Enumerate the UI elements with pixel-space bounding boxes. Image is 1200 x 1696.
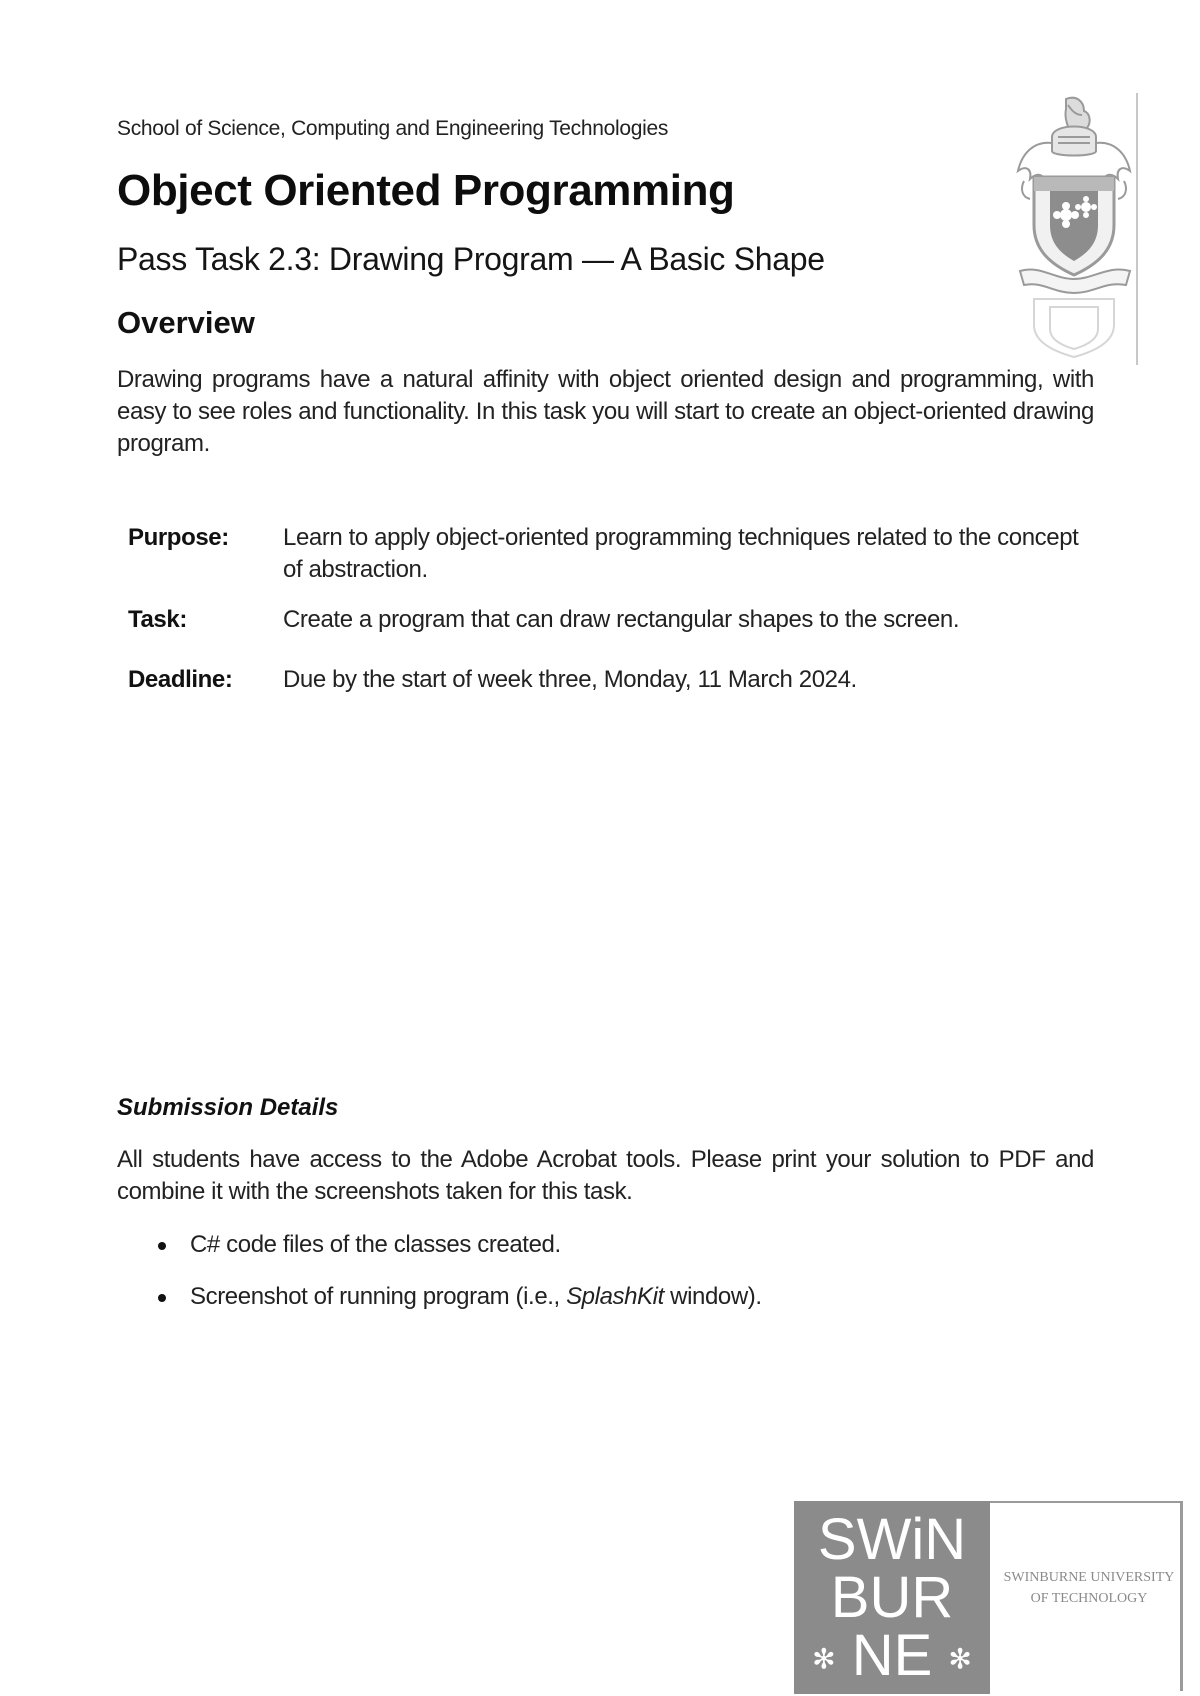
purpose-row [128,522,1095,604]
bullet-icon [158,1242,166,1250]
course-title: Object Oriented Programming [117,166,735,215]
star-icon: ✻ [948,1643,972,1675]
logo-ne-text: NE [851,1623,933,1688]
overview-text: Drawing programs have a natural affinity with object oriented design and programming, with easy to see roles and functionality. In this task you will start to create an object-oriented drawing program. [117,366,1094,457]
overview-heading: Overview [117,305,255,340]
logo-block [794,1501,990,1694]
bullet-text-prefix: Screenshot of running program (i.e., [190,1283,567,1310]
university-crest-icon [1010,93,1140,365]
task-label: Task: [128,606,187,633]
logo-wordmark-line-1: SWiN [817,1507,967,1572]
bullet-text-italic: SplashKit [566,1283,664,1310]
task-title: Pass Task 2.3: Drawing Program — A Basic Shape [117,241,825,277]
logo-caption-line-2: OF TECHNOLOGY [1030,1591,1148,1606]
swinburne-logo [794,1501,1184,1694]
submission-heading: Submission Details [117,1094,339,1121]
bullet-text: C# code files of the classes created. [190,1231,561,1258]
task-info-table [128,522,1095,696]
purpose-label: Purpose: [128,524,229,551]
bullet-text-suffix: window). [663,1283,762,1310]
logo-caption [1003,1567,1175,1609]
task-row [128,604,1095,664]
list-item [153,1281,762,1313]
deadline-value: Due by the start of week three, Monday, 11 March 2024. [283,666,857,693]
deadline-row [128,664,1095,696]
school-name: School of Science, Computing and Engineering Technologies [117,117,669,140]
bullet-icon [158,1294,166,1302]
logo-wordmark-line-2: BUR [830,1565,954,1630]
submission-text: All students have access to the Adobe Acrobat tools. Please print your solution to PDF and combine it with the screenshots taken for this task. [117,1146,1094,1205]
logo-caption-line-1: SWINBURNE UNIVERSITY [1003,1570,1175,1585]
deadline-label: Deadline: [128,666,233,693]
list-item [153,1229,762,1261]
submission-list [153,1229,762,1333]
purpose-value: Learn to apply object-oriented programming techniques related to the concept of abstraction. [283,524,1079,583]
star-icon: ✻ [812,1643,836,1675]
logo-wordmark-line-3 [794,1623,990,1689]
task-value: Create a program that can draw rectangular shapes to the screen. [283,606,960,633]
